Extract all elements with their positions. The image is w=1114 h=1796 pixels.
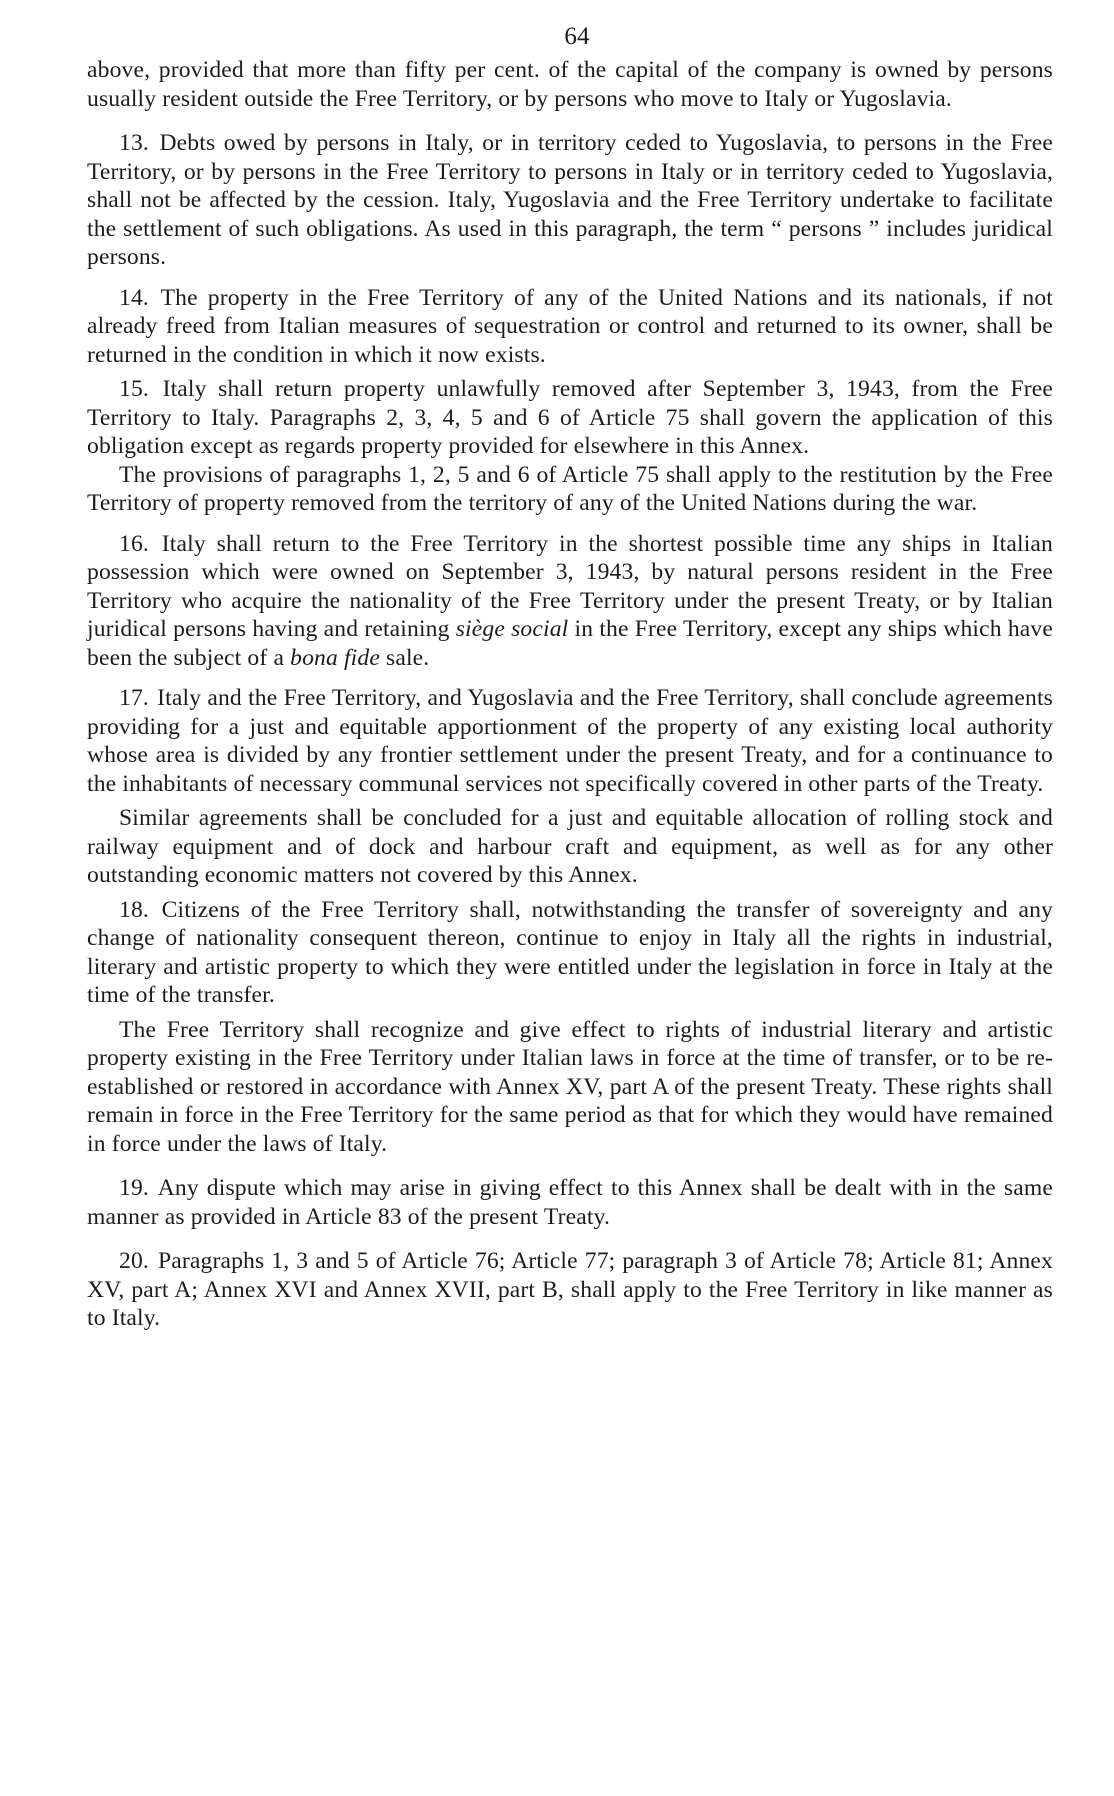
paragraph-text: in the Free Territory, except any ships which have been the subject of a: [87, 616, 1053, 671]
document-page: [87, 22, 1053, 1333]
paragraph-14: [87, 284, 1053, 370]
paragraph-18: [87, 896, 1053, 1010]
paragraph-number: 20.: [119, 1248, 149, 1274]
page-number: 64: [564, 23, 590, 50]
paragraph-number: 13.: [119, 130, 149, 156]
paragraph-text: Paragraphs 1, 3 and 5 of Article 76; Article 77; paragraph 3 of Article 78; Article 81; Annex XV, part A; Annex XVI and Annex XVII, part B, shall apply to the Free Territory in like manner as to Italy.: [87, 1248, 1053, 1331]
paragraph-16: [87, 530, 1053, 673]
paragraph-text: The property in the Free Territory of any of the United Nations and its nationals, if not already freed from Italian measures of sequestration or control and returned to its owner, shall be returned in the condition in which it now exists.: [87, 284, 1054, 368]
paragraph-number: 18.: [119, 896, 149, 923]
paragraph-continuation: above, provided that more than fifty per cent. of the capital of the company is owned by persons usually resident outside the Free Territory, or by persons who move to Italy or Yugoslavia.: [87, 57, 1053, 112]
paragraph-15-continued: The provisions of paragraphs 1, 2, 5 and 6 of Article 75 shall apply to the restitution by the Free Territory of property removed from the territory of any of the United Nations during the war.: [87, 461, 1053, 516]
paragraph-17: [87, 684, 1053, 798]
paragraph-number: 19.: [119, 1175, 149, 1201]
italic-term-bona-fide: bona fide: [290, 644, 380, 671]
paragraph-15: [87, 375, 1053, 461]
paragraph-13: [87, 129, 1053, 272]
paragraph-number: 17.: [119, 685, 149, 711]
paragraph-number: 16.: [119, 530, 149, 557]
paragraph-text: sale.: [386, 644, 430, 671]
paragraph-text: Debts owed by persons in Italy, or in territory ceded to Yugoslavia, to persons in the Free Territory, or by persons in the Free Territory to persons in Italy or in territory ceded to Yugoslavia, shall not be affected by the cession. Italy, Yugoslavia and the Free Territory undertake to facilitate the settlement of such obligations. As used in this paragraph, the term “ persons ” includes juridical persons.: [87, 130, 1053, 270]
italic-term-siege-social: siège social: [455, 616, 569, 642]
paragraph-text: Citizens of the Free Territory shall, notwithstanding the transfer of sovereignty and any change of nationality consequent thereon, continue to enjoy in Italy all the rights in industrial, literary and artistic property to which they were entitled under the legislation in force in Italy at the time of the transfer.: [87, 896, 1053, 1008]
paragraph-text: Any dispute which may arise in giving effect to this Annex shall be dealt with in the same manner as provided in Article 83 of the present Treaty.: [87, 1175, 1053, 1230]
paragraph-text: Italy shall return property unlawfully removed after September 3, 1943, from the Free Territory to Italy. Paragraphs 2, 3, 4, 5 and 6 of Article 75 shall govern the application of this obligation except as regards property provided for elsewhere in this Annex.: [87, 376, 1053, 459]
paragraph-20: [87, 1247, 1053, 1333]
paragraph-17-continued: Similar agreements shall be concluded for a just and equitable allocation of rolling stock and railway equipment and of dock and harbour craft and equipment, as well as for any other outstanding economic matters not covered by this Annex.: [87, 805, 1053, 888]
paragraph-text: Italy and the Free Territory, and Yugoslavia and the Free Territory, shall conclude agreements providing for a just and equitable apportionment of the property of any existing local authority whose area is divided by any frontier settlement under the present Treaty, and for a continuance to the inhabitants of necessary communal services not specifically covered in other parts of the Treaty.: [87, 685, 1053, 797]
paragraph-19: [87, 1174, 1053, 1231]
paragraph-text: Italy shall return to the Free Territory in the shortest possible time any ships in Italian possession which were owned on September 3, 1943, by natural persons resident in the Free Territory who acquire the nationality of the Free Territory under the present Treaty, or by Italian juridical persons having and retaining: [87, 530, 1053, 642]
paragraph-18-continued: The Free Territory shall recognize and give effect to rights of industrial literary and artistic property existing in the Free Territory under Italian laws in force at the time of transfer, or to be re-established or restored in accordance with Annex XV, part A of the present Treaty. These rights shall remain in force in the Free Territory for the same period as that for which they would have remained in force under the laws of Italy.: [87, 1016, 1053, 1157]
paragraph-number: 15.: [119, 376, 149, 402]
paragraph-number: 14.: [119, 284, 149, 311]
